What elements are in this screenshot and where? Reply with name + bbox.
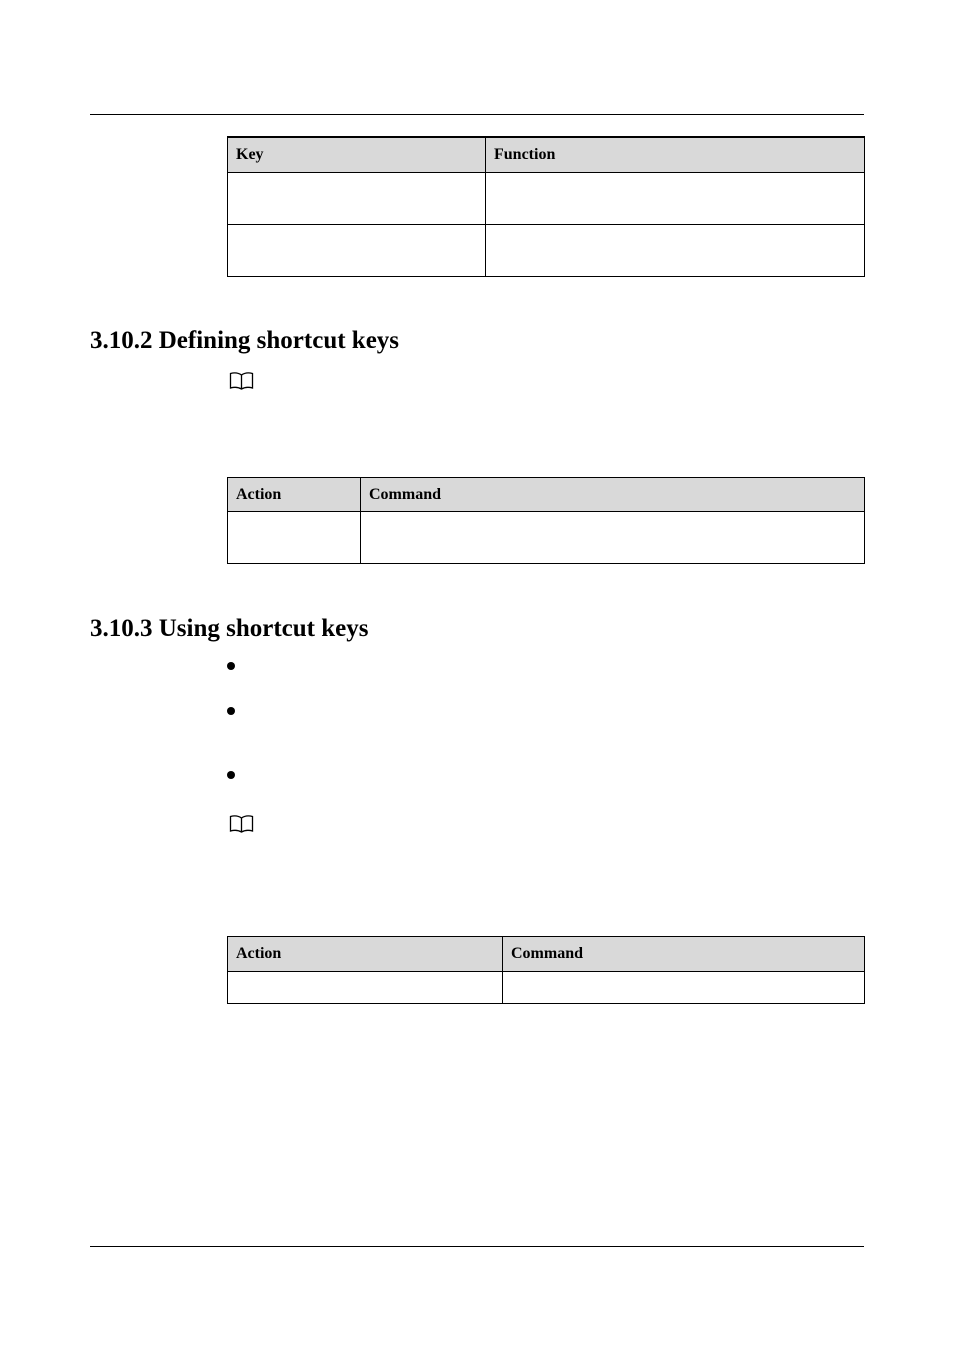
table-cell bbox=[228, 172, 486, 224]
use-action-command-table bbox=[227, 936, 865, 1004]
table-cell bbox=[486, 224, 865, 276]
table-row bbox=[228, 224, 865, 276]
table-cell bbox=[228, 224, 486, 276]
bullet-point bbox=[227, 771, 235, 779]
table-row bbox=[228, 172, 865, 224]
column-header-command: Command bbox=[361, 478, 865, 512]
key-function-table bbox=[227, 136, 865, 277]
table-header-row bbox=[228, 478, 865, 512]
table-header-row bbox=[228, 137, 865, 172]
table-header-row bbox=[228, 937, 865, 972]
define-action-command-table bbox=[227, 477, 865, 564]
table-cell bbox=[361, 512, 865, 564]
header-rule bbox=[90, 114, 864, 115]
column-header-action: Action bbox=[228, 937, 503, 972]
column-header-action: Action bbox=[228, 478, 361, 512]
bullet-point bbox=[227, 662, 235, 670]
table-row bbox=[228, 972, 865, 1004]
book-note-icon bbox=[229, 371, 254, 390]
column-header-command: Command bbox=[503, 937, 865, 972]
column-header-function: Function bbox=[486, 137, 865, 172]
bullet-point bbox=[227, 707, 235, 715]
column-header-key: Key bbox=[228, 137, 486, 172]
section-heading-using-shortcut-keys: 3.10.3 Using shortcut keys bbox=[90, 615, 369, 642]
footer-rule bbox=[90, 1246, 864, 1247]
section-heading-defining-shortcut-keys: 3.10.2 Defining shortcut keys bbox=[90, 327, 400, 354]
table-row bbox=[228, 512, 865, 564]
table-cell bbox=[486, 172, 865, 224]
table-cell bbox=[503, 972, 865, 1004]
book-note-icon bbox=[229, 814, 254, 833]
table-cell bbox=[228, 512, 361, 564]
table-cell bbox=[228, 972, 503, 1004]
